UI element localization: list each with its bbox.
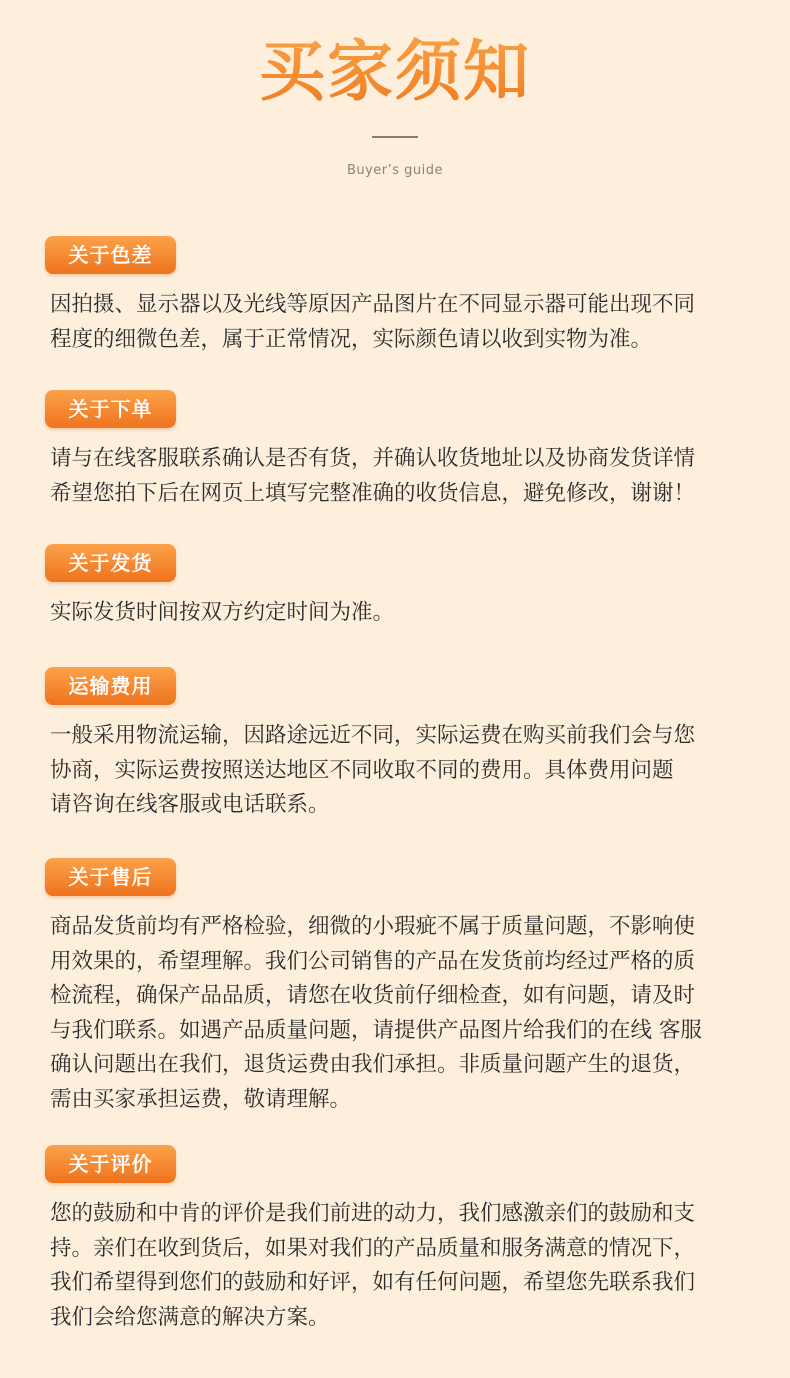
text-line: 我们会给您满意的解决方案。 (50, 1304, 330, 1330)
text-line: 一般采用物流运输，因路途远近不同，实际运费在购买前我们会与您 (50, 723, 696, 748)
text-line: 希望您拍下后在网页上填写完整准确的收货信息，避免修改，谢谢！ (50, 480, 696, 506)
text-line: 实际发货时间按双方约定时间为准。 (50, 600, 395, 625)
text-line: 确认问题出在我们，退货运费由我们承担。非质量问题产生的退货， (50, 1052, 696, 1077)
section-body (50, 910, 752, 1117)
page-title: 买家须知 (0, 30, 790, 114)
text-line: 您的鼓励和中肯的评价是我们前进的动力，我们感激亲们的鼓励和支 (50, 1201, 696, 1226)
text-line: 与我们联系。如遇产品质量问题，请提供产品图片给我们的在线 客服 (50, 1017, 702, 1043)
section-heading-badge: 关于色差 (45, 236, 176, 274)
section-body (50, 1197, 752, 1335)
text-line: 我们希望得到您们的鼓励和好评，如有任何问题，希望您先联系我们 (50, 1270, 696, 1295)
section-heading-badge: 运输费用 (45, 667, 176, 705)
text-line: 请咨询在线客服或电话联系。 (50, 792, 330, 817)
section-heading-badge: 关于售后 (45, 858, 176, 896)
page-subtitle: Buyer’s guide (346, 163, 444, 178)
text-line: 程度的细微色差，属于正常情况，实际颜色请以收到实物为准。 (50, 326, 653, 352)
text-line: 用效果的，希望理解。我们公司销售的产品在发货前均经过严格的质 (50, 948, 696, 974)
text-line: 因拍摄、显示器以及光线等原因产品图片在不同显示器可能出现不同 (50, 292, 696, 317)
section-heading-badge: 关于评价 (45, 1145, 176, 1183)
text-line: 商品发货前均有严格检验，细微的小瑕疵不属于质量问题，不影响使 (50, 914, 696, 939)
title-divider (372, 136, 418, 138)
text-line: 协商，实际运费按照送达地区不同收取不同的费用。具体费用问题 (50, 757, 674, 783)
page-header (0, 0, 790, 200)
section-heading-badge: 关于下单 (45, 390, 176, 428)
section-body (50, 442, 752, 511)
section-body (50, 596, 752, 631)
section-body (50, 288, 752, 357)
text-line: 持。亲们在收到货后，如果对我们的产品质量和服务满意的情况下， (50, 1235, 696, 1261)
text-line: 检流程，确保产品品质，请您在收货前仔细检查，如有问题，请及时 (50, 983, 696, 1008)
section-body (50, 719, 752, 823)
text-line: 请与在线客服联系确认是否有货，并确认收货地址以及协商发货详情 (50, 446, 696, 471)
section-heading-badge: 关于发货 (45, 544, 176, 582)
text-line: 需由买家承担运费，敬请理解。 (50, 1086, 352, 1112)
